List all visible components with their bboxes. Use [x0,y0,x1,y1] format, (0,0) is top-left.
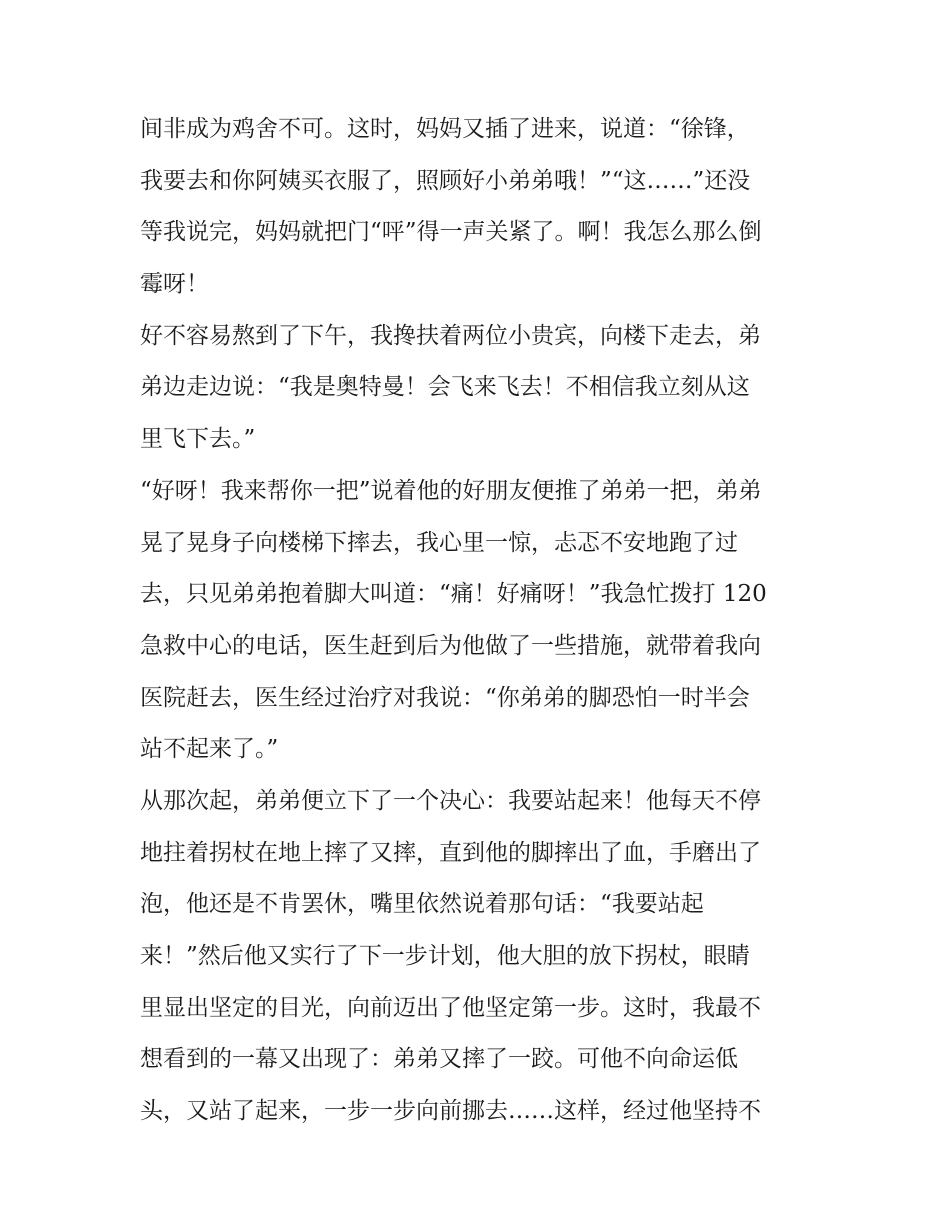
text-line: 从那次起，弟弟便立下了一个决心：我要站起来！他每天不停 [140,787,761,814]
text-line: 间非成为鸡舍不可。这时，妈妈又插了进来，说道：“徐锋， [140,116,750,142]
text-line: 我要去和你阿姨买衣服了，照顾好小弟弟哦！”“这……”还没 [140,167,751,194]
text-line: 医院赶去，医生经过治疗对我说：“你弟弟的脚恐怕一时半会 [140,684,750,711]
text-line: 来！”然后他又实行了下一步计划，他大胆的放下拐杖，眼睛 [140,943,750,969]
text-line: 霉呀！ [140,271,209,298]
text-line: 去，只见弟弟抱着脚大叫道：“痛！好痛呀！”我急忙拨打 120 [140,581,767,608]
text-line: 弟边走边说：“我是奥特曼！会飞来飞去！不相信我立刻从这 [140,374,750,401]
text-line: 地拄着拐杖在地上摔了又摔，直到他的脚摔出了血，手磨出了 [140,839,761,866]
text-line: 等我说完，妈妈就把门“呯”得一声关紧了。啊！我怎么那么倒 [140,219,762,246]
text-line: 里飞下去。” [140,426,256,453]
text-line: “好呀！我来帮你一把”说着他的好朋友便推了弟弟一把，弟弟 [140,477,762,504]
text-line: 头，又站了起来，一步一步向前挪去……这样，经过他坚持不 [140,1098,761,1125]
text-line: 里显出坚定的目光，向前迈出了他坚定第一步。这时，我最不 [140,994,761,1021]
text-line: 急救中心的电话，医生赶到后为他做了一些措施，就带着我向 [140,632,761,659]
body-text [140,104,820,1138]
text-line: 想看到的一幕又出现了：弟弟又摔了一跤。可他不向命运低 [140,1046,738,1073]
text-line: 晃了晃身子向楼梯下摔去，我心里一惊，忐忑不安地跑了过 [140,529,738,556]
text-line: 好不容易熬到了下午，我搀扶着两位小贵宾，向楼下走去，弟 [140,322,761,349]
text-line: 站不起来了。” [140,736,279,763]
text-line: 泡，他还是不肯罢休，嘴里依然说着那句话：“我要站起 [140,891,704,918]
